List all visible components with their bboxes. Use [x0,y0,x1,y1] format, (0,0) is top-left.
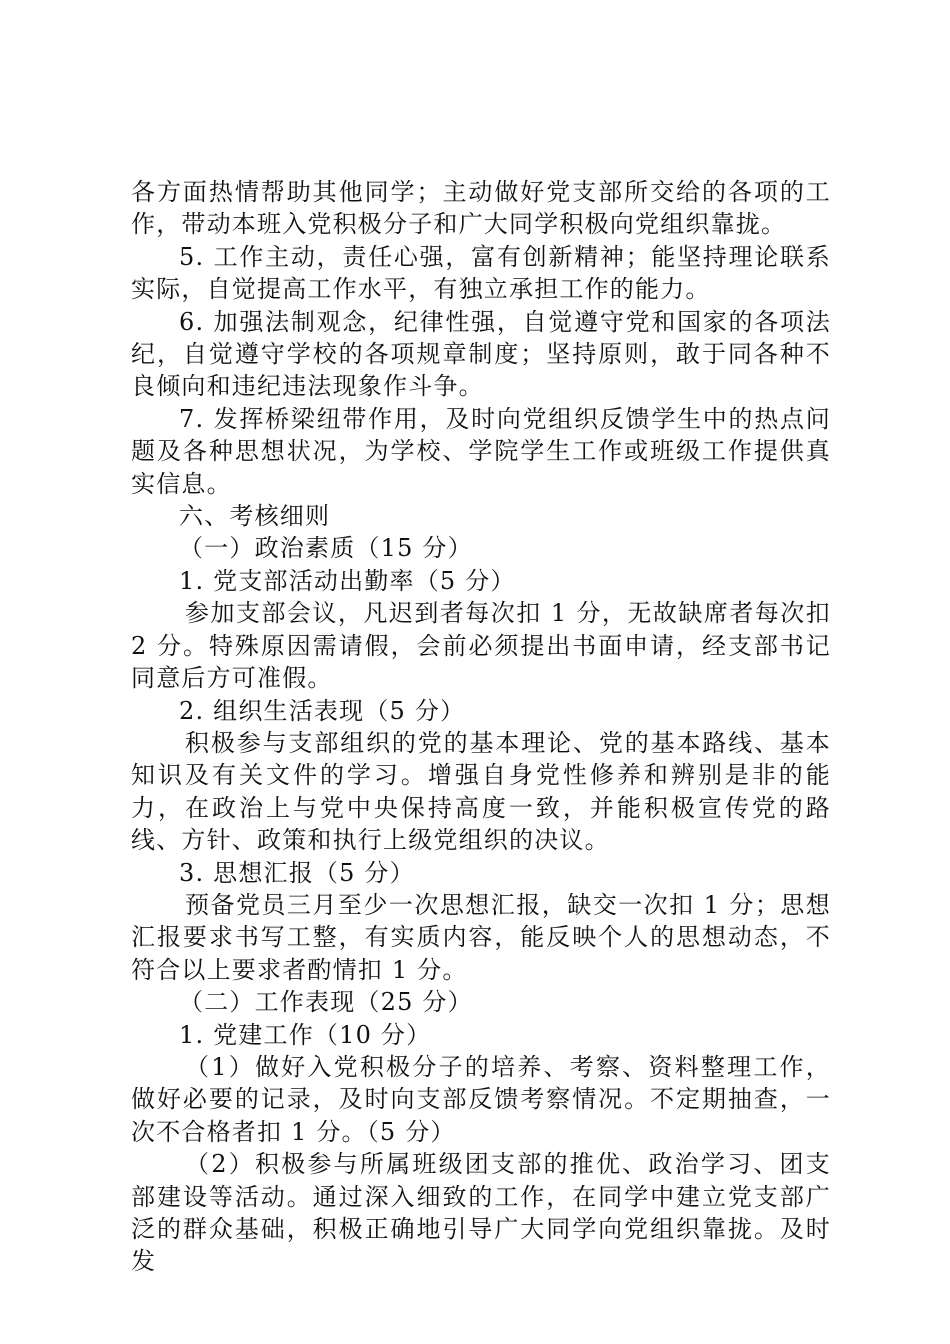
paragraph-item-6: 6. 加强法制观念，纪律性强，自觉遵守党和国家的各项法纪，自觉遵守学校的各项规章制度；坚持原则，敢于同各种不良倾向和违纪违法现象作斗争。 [131,307,831,401]
item-heading-thought-report: 3. 思想汇报（5 分） [179,858,415,887]
paragraph-attendance: 参加支部会议，凡迟到者每次扣 1 分，无故缺席者每次扣 2 分。特殊原因需请假，会前必须提出书面申请，经支部书记同意后方可准假。 [131,599,831,693]
paragraph-organization: 积极参与支部组织的党的基本理论、党的基本路线、基本知识及有关文件的学习。增强自身党性修养和辨别是非的能力，在政治上与党中央保持高度一致，并能积极宣传党的路线、方针、政策和执行上级党组织的决议。 [131,728,831,855]
section-heading-assessment: 六、考核细则 [179,502,331,531]
paragraph-item-7: 7. 发挥桥梁纽带作用，及时向党组织反馈学生中的热点问题及各种思想状况，为学校、学院学生工作或班级工作提供真实信息。 [131,404,831,498]
item-heading-party-building: 1. 党建工作（10 分） [179,1020,432,1049]
subsection-heading-work: （二）工作表现（25 分） [179,988,473,1017]
paragraph-thought-report: 预备党员三月至少一次思想汇报，缺交一次扣 1 分；思想汇报要求书写工整，有实质内容，能反映个人的思想动态，不符合以上要求者酌情扣 1 分。 [131,890,831,984]
subsection-heading-political: （一）政治素质（15 分） [179,534,473,563]
paragraph-continuation: 各方面热情帮助其他同学；主动做好党支部所交给的各项的工作，带动本班入党积极分子和广大同学积极向党组织靠拢。 [131,178,831,239]
item-heading-attendance: 1. 党支部活动出勤率（5 分） [179,566,516,595]
item-heading-organization: 2. 组织生活表现（5 分） [179,696,466,725]
paragraph-item-5: 5. 工作主动，责任心强，富有创新精神；能坚持理论联系实际，自觉提高工作水平，有独立承担工作的能力。 [131,242,831,304]
paragraph-party-building-2: （2）积极参与所属班级团支部的推优、政治学习、团支部建设等活动。通过深入细致的工作，在同学中建立党支部广泛的群众基础，积极正确地引导广大同学向党组织靠拢。及时发 [131,1150,831,1276]
document-body [131,176,831,1278]
paragraph-party-building-1: （1）做好入党积极分子的培养、考察、资料整理工作，做好必要的记录，及时向支部反馈考察情况。不定期抽查，一次不合格者扣 1 分。（5 分） [131,1052,831,1146]
